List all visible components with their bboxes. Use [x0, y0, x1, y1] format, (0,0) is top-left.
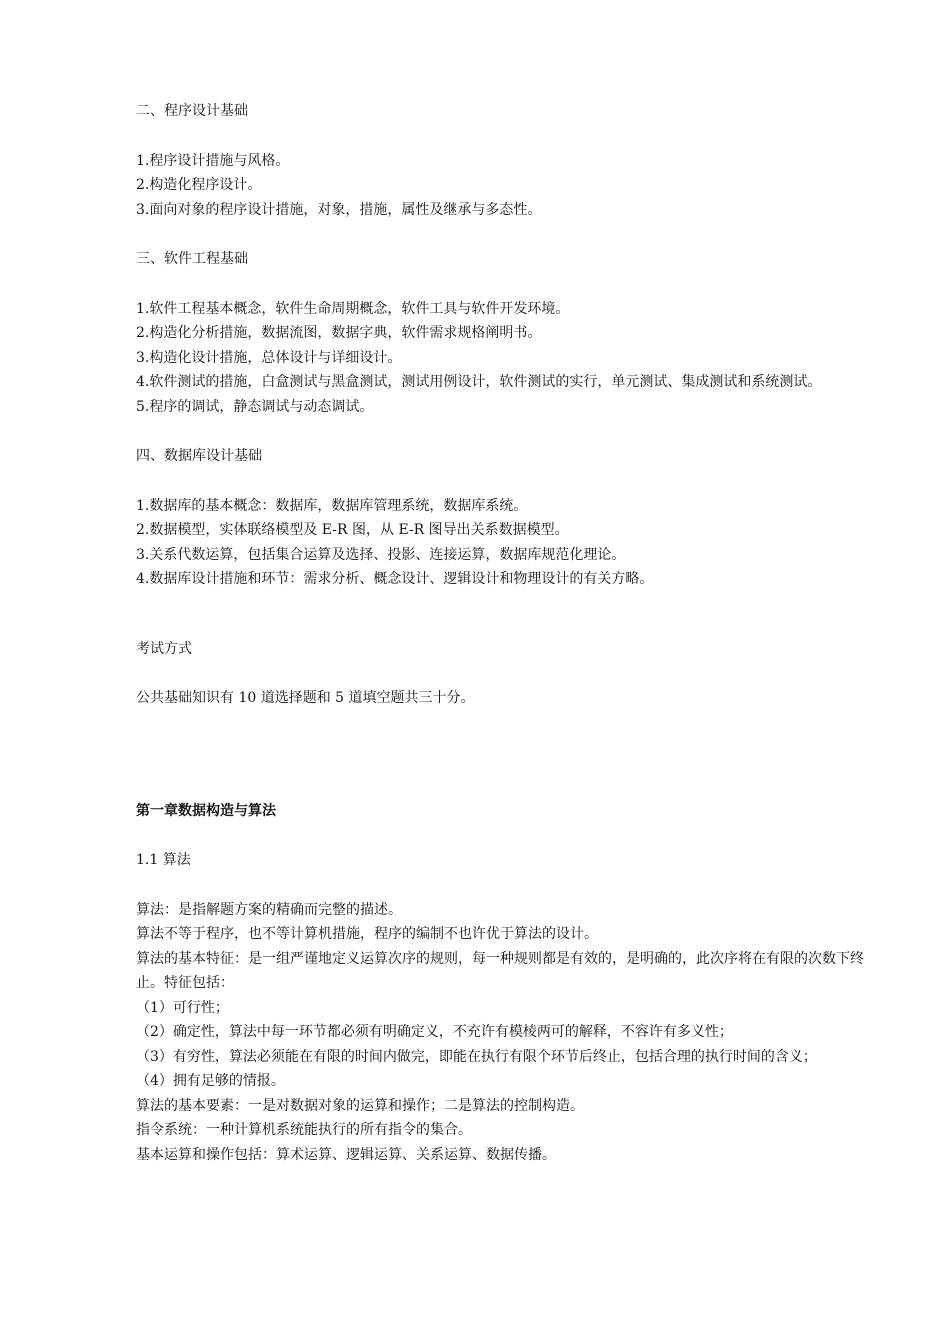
body-text: 基本运算和操作包括：算术运算、逻辑运算、关系运算、数据传播。 [136, 1146, 556, 1163]
section-heading-4: 四、数据库设计基础 [136, 448, 262, 464]
subsection-title: 1.1 算法 [136, 852, 191, 868]
body-text: （4）拥有足够的情报。 [136, 1073, 285, 1089]
document-page [136, 99, 864, 1167]
list-item: 1.软件工程基本概念，软件生命周期概念，软件工具与软件开发环境。 [136, 300, 570, 317]
section-heading-3: 三、软件工程基础 [136, 251, 248, 267]
body-text: 指令系统：一种计算机系统能执行的所有指令的集合。 [136, 1122, 472, 1138]
list-item: 3.关系代数运算，包括集合运算及选择、投影、连接运算，数据库规范化理论。 [136, 546, 626, 563]
body-text: 算法的基本要素：一是对数据对象的运算和操作；二是算法的控制构造。 [136, 1097, 584, 1114]
body-text: 算法：是指解题方案的精确而完整的描述。 [136, 901, 402, 918]
body-text: 算法不等于程序，也不等计算机措施，程序的编制不也许优于算法的设计。 [136, 926, 598, 942]
list-item: 4.数据库设计措施和环节：需求分析、概念设计、逻辑设计和物理设计的有关方略。 [136, 571, 654, 587]
section-heading-2: 二、程序设计基础 [136, 103, 248, 119]
body-text: （1）可行性； [136, 999, 229, 1016]
list-item: 5.程序的调试，静态调试与动态调试。 [136, 398, 374, 415]
list-item: 1.程序设计措施与风格。 [136, 152, 290, 169]
body-text: （3）有穷性，算法必须能在有限的时间内做完，即能在执行有限个环节后终止，包括合理的执行时间的含义； [136, 1048, 817, 1065]
chapter-title: 第一章数据构造与算法 [136, 802, 276, 819]
body-text: 算法的基本特征：是一组严谨地定义运算次序的规则，每一种规则都是有效的，是明确的，此次序将在有限的次数下终止。特征包括： [136, 950, 864, 991]
list-item: 3.面向对象的程序设计措施，对象，措施，属性及继承与多态性。 [136, 201, 542, 218]
list-item: 3.构造化设计措施，总体设计与详细设计。 [136, 349, 402, 366]
exam-text: 公共基础知识有 10 道选择题和 5 道填空题共三十分。 [136, 690, 475, 706]
list-item: 2.构造化分析措施，数据流图，数据字典，软件需求规格阐明书。 [136, 325, 542, 341]
list-item: 2.数据模型，实体联络模型及 E-R 图，从 E-R 图导出关系数据模型。 [136, 522, 569, 538]
list-item: 2.构造化程序设计。 [136, 177, 262, 193]
list-item: 1.数据库的基本概念：数据库，数据库管理系统，数据库系统。 [136, 497, 528, 514]
list-item: 4.软件测试的措施，白盒测试与黑盒测试，测试用例设计，软件测试的实行，单元测试、集成测试和系统测试。 [136, 374, 822, 390]
body-text: （2）确定性，算法中每一环节都必须有明确定义，不充许有模棱两可的解释，不容许有多义性； [136, 1024, 733, 1040]
exam-heading: 考试方式 [136, 640, 192, 657]
